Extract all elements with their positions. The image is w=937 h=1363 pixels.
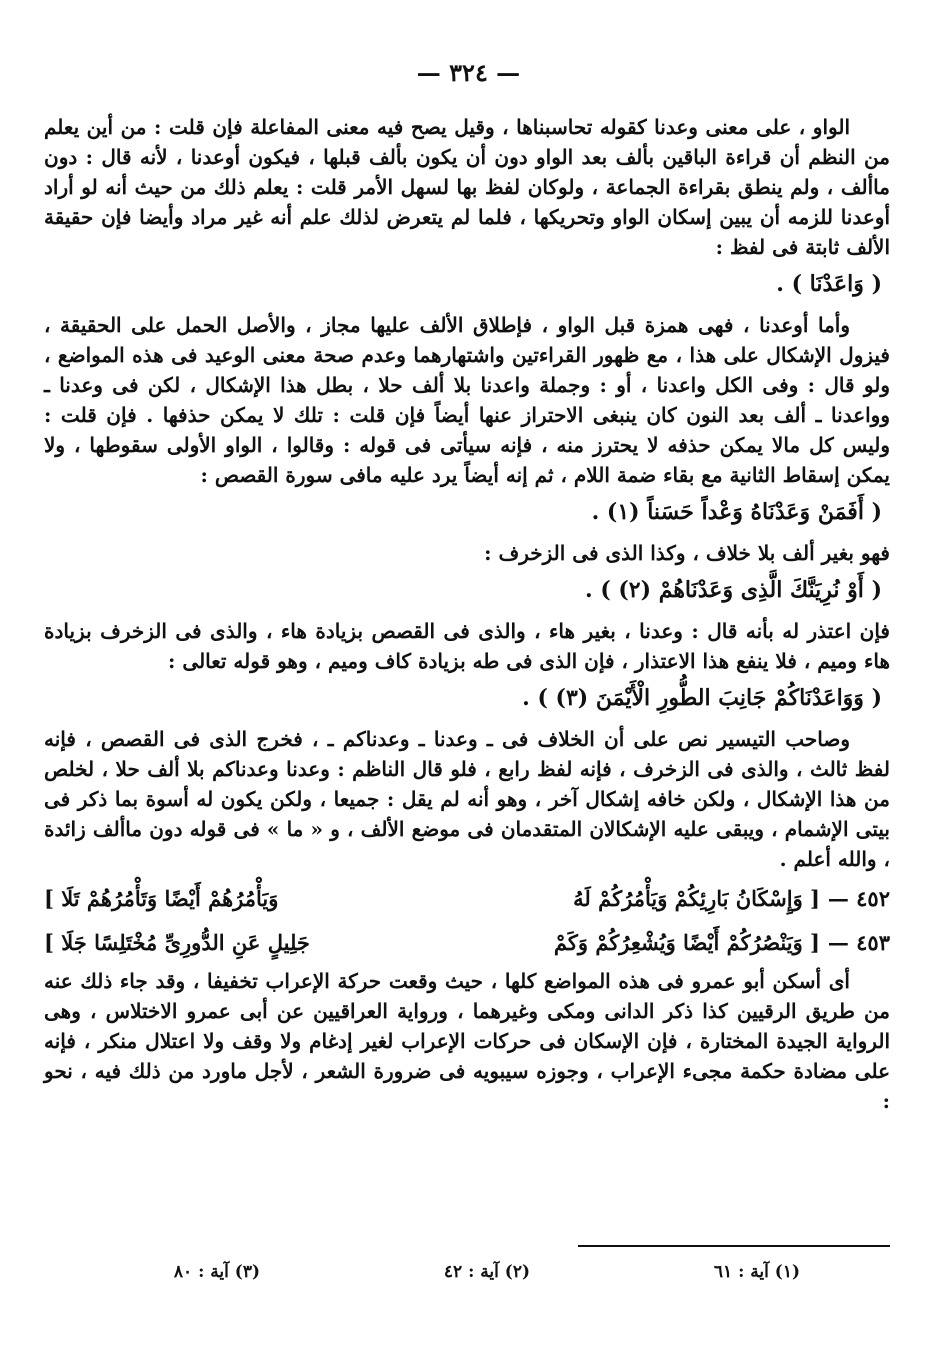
paragraph-3: فهو بغير ألف بلا خلاف ، وكذا الذى فى الزخرف :: [484, 541, 890, 565]
hemistich-second: وَيَأْمُرُهُمْ أَيْضًا وَتَأْمُرُهُمْ تَلَا ]: [44, 886, 279, 911]
paragraph-2: وأما أوعدنا ، فهى همزة قبل الواو ، فإطلاق الألف عليها مجاز ، والأصل الحمل على الحقيقة ، فيزول الإشكال على هذا ، مع ظهور القراءتين واشتهارهما وعدم صحة معنى الوعيد فى هذه المواضع ، ولو قال : وفى الكل واعدنا ، أو : وجملة واعدنا بلا ألف حلا ، بطل هذا الإشكال ، لكن فى وعدنا ـ وواعدنا ـ ألف بعد النون كان ينبغى الاحتراز عنها أيضاً فإن قلت : تلك لا يمكن حذفها . فإن قلت : وليس كل مالا يمكن حذفه لا يحترز منه ، فإنه سيأتى فى قوله : وقالوا ، الواو الأولى سقوطها ، ولا يمكن إسقاط الثانية مع بقاء ضمة اللام ، ثم إنه أيضاً يرد عليه مافى سورة القصص :: [44, 313, 890, 487]
page-number: — ٣٢٤ —: [416, 58, 521, 87]
footnote-divider: [578, 1245, 890, 1247]
footnote-1: (١) آية : ٦١: [713, 1262, 800, 1282]
paragraph-5: وصاحب التيسير نص على أن الخلاف فى ـ وعدنا ـ وعدناكم ـ ، فخرج الذى فى القصص ، فإنه لفظ ثالث ، والذى فى الزخرف ، فإنه لفظ رابع ، فلو قال الناظم : وعدنا وعدناكم بلا ألف حلا ، لخلص من هذا الإشكال ، ولكن خافه إشكال آخر ، وهو أنه لم يقل : جميعا ، ولكن يكون له أسوة بما ذكر فى بيتى الإشمام ، ويبقى عليه الإشكالان المتقدمان فى موضع الألف ، و « ما » فى قوله دون ماألف زائدة ، والله أعلم .: [44, 727, 890, 871]
hemistich-first: [ وَإِسْكَانُ بَارِئِكُمْ وَيَأْمُرُكُمْ لَهُ: [573, 886, 820, 911]
footnote-3: (٣) آية : ٨٠: [173, 1262, 260, 1282]
quran-verse-2: ( أَفَمَنْ وَعَدْنَاهُ وَعْداً حَسَناً (١) .: [591, 499, 882, 525]
quran-verse-4: ( وَوَاعَدْنَاكُمْ جَانِبَ الطُّورِ الْأَيْمَنَ (٣) ) .: [522, 685, 882, 711]
quran-verse-3: ( أَوْ نُرِيَنَّكَ الَّذِى وَعَدْنَاهُمْ (٢) ) .: [585, 577, 882, 603]
verse-number: ٤٥٢ —: [827, 886, 890, 911]
poem-line-452: [44, 878, 890, 922]
footnote-2: (٢) آية : ٤٢: [443, 1262, 530, 1282]
paragraph-1: الواو ، على معنى وعدنا كقوله تحاسبناها ، وقيل يصح فيه معنى المفاعلة فإن قلت : من أين يعلم من النظم أن قراءة الباقين بألف بعد الواو دون أن يكون بألف قبلها ، فيكون أوعدنا ، لأنه قال : دون ماألف ، ولم ينطق بقراءة الجماعة ، ولوكان لفظ بها لسهل الأمر قلت : يعلم ذلك من حيث أنه لو أراد أوعدنا للزمه أن يبين إسكان الواو وتحريكها ، فلما لم يتعرض لذلك علم أنه غير مراد وأيضا فإن حقيقة الألف ثابتة فى لفظ :: [44, 115, 890, 259]
verse-number: ٤٥٣ —: [827, 930, 890, 955]
paragraph-4: فإن اعتذر له بأنه قال : وعدنا ، بغير هاء ، والذى فى القصص بزيادة هاء ، والذى فى الزخرف بزيادة هاء وميم ، فلا ينفع هذا الاعتذار ، فإن الذى فى طه بزيادة كاف وميم ، وهو قوله تعالى :: [44, 619, 890, 673]
main-text: [44, 112, 890, 1120]
paragraph-6: أى أسكن أبو عمرو فى هذه المواضع كلها ، حيث وقعت حركة الإعراب تخفيفا ، وقد جاء ذلك عنه من طريق الرقيين كذا ذكر الدانى ومكى وغيرهما ، ورواية العراقيين عن أبى عمرو الاختلاس ، وهى الرواية الجيدة المختارة ، فإن الإسكان فى حركات الإعراب لغير إدغام ولا وقف ولا اعتلال منكر ، فإنه على مضادة حكمة مجىء الإعراب ، وجوزه سيبويه فى ضرورة الشعر ، لأجل ماورد من ذلك فيه ، نحو :: [44, 969, 890, 1113]
hemistich-second: جَلِيلٍ عَنِ الدُّورِىِّ مُخْتَلِسًا جَلَا ]: [44, 930, 310, 955]
quran-verse-1: ( وَاعَدْنَا ) .: [776, 271, 882, 297]
hemistich-first: [ وَيَنْصُرُكُمْ أَيْضًا وَيُشْعِرُكُمْ وَكَمْ: [553, 930, 820, 955]
footnotes: [150, 1262, 800, 1290]
poem-line-453: [44, 922, 890, 966]
